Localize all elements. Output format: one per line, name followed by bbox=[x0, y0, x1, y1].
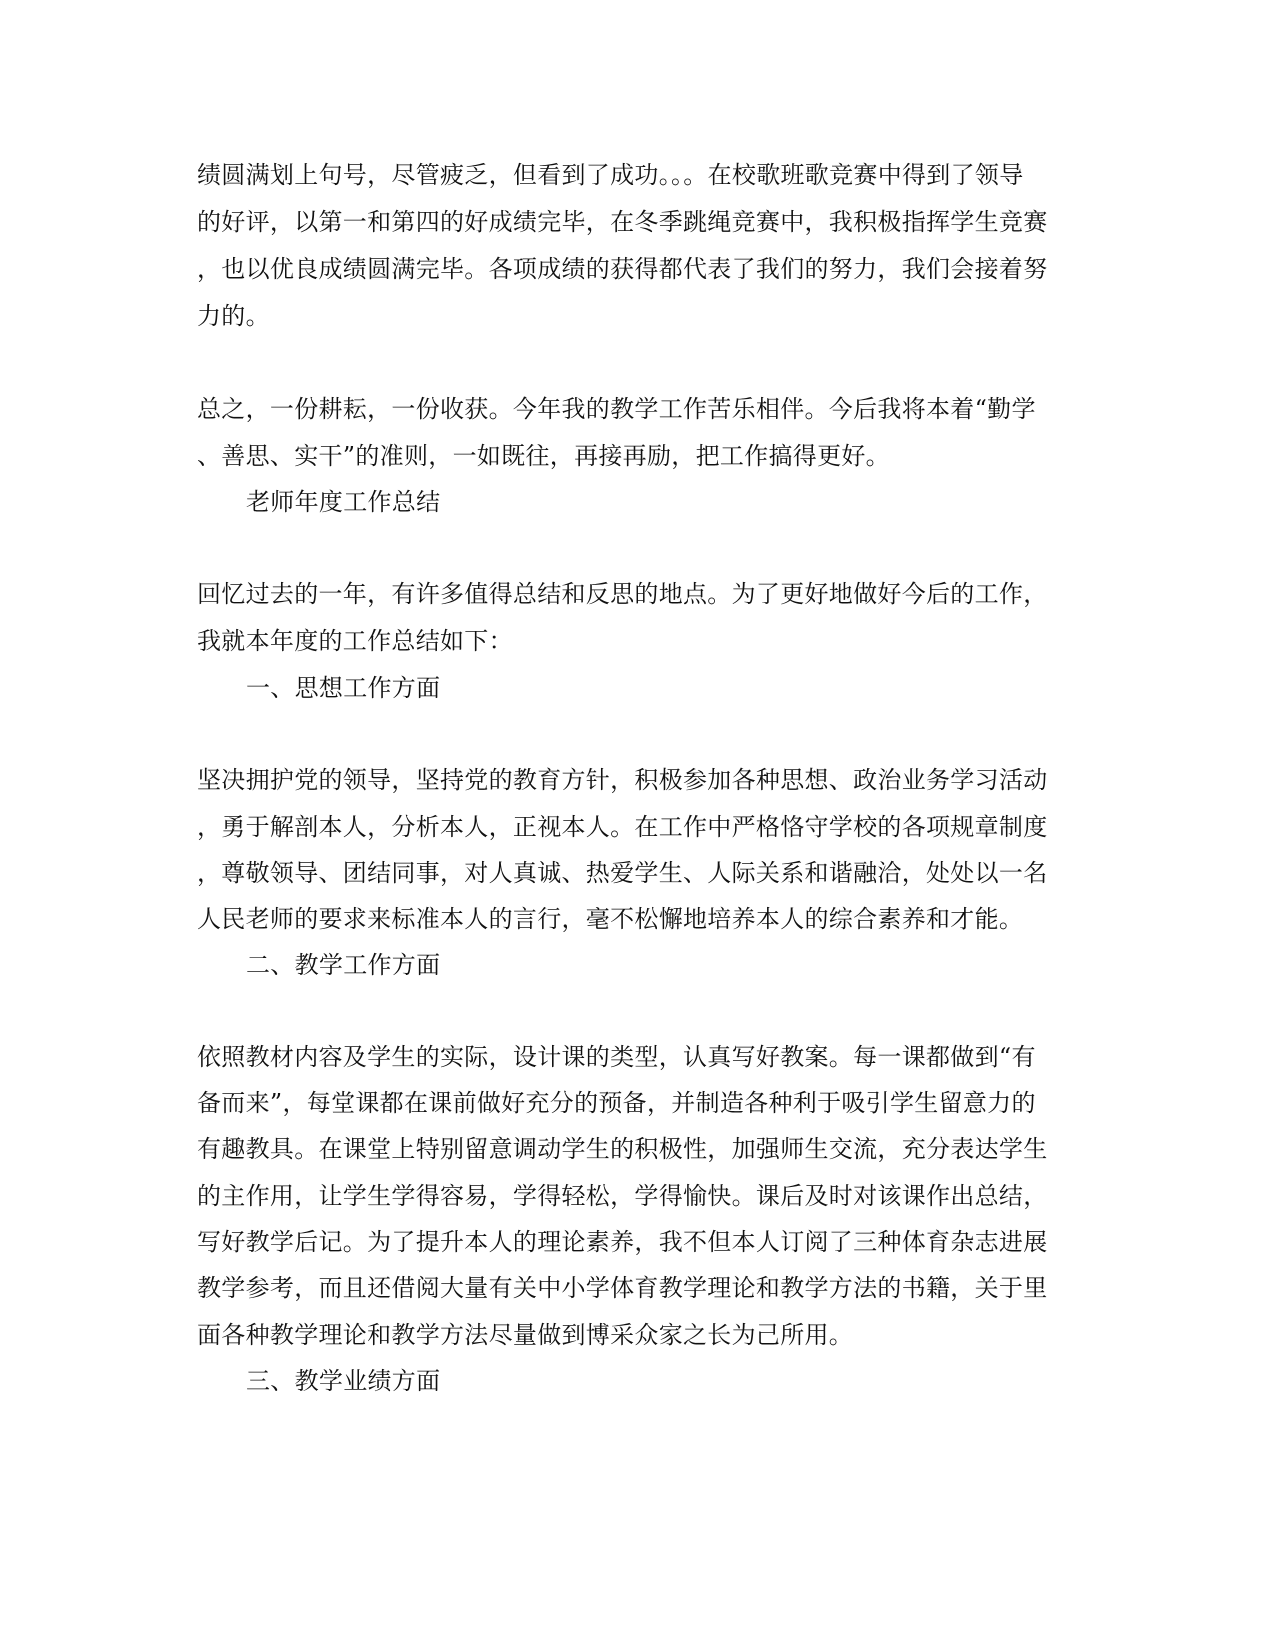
paragraph-3-line-2: 我就本年度的工作总结如下： bbox=[197, 627, 513, 655]
paragraph-4-line-2: ，勇于解剖本人，分析本人，正视本人。在工作中严格恪守学校的各项规章制度 bbox=[197, 813, 1048, 841]
paragraph-5-line-2: 备而来”，每堂课都在课前做好充分的预备，并制造各种利于吸引学生留意力的 bbox=[197, 1089, 1036, 1117]
paragraph-5-line-6: 教学参考，而且还借阅大量有关中小学体育教学理论和教学方法的书籍，关于里 bbox=[197, 1274, 1048, 1302]
paragraph-5-line-1: 依照教材内容及学生的实际，设计课的类型，认真写好教案。每一课都做到“有 bbox=[197, 1043, 1036, 1071]
paragraph-2-line-2: 、善思、实干”的准则，一如既往，再接再励，把工作搞得更好。 bbox=[197, 442, 890, 470]
section-heading-1: 一、思想工作方面 bbox=[246, 674, 441, 702]
paragraph-5-line-7: 面各种教学理论和教学方法尽量做到博采众家之长为己所用。 bbox=[197, 1321, 854, 1349]
paragraph-1-line-4: 力的。 bbox=[197, 302, 270, 330]
paragraph-4-line-1: 坚决拥护党的领导，坚持党的教育方针，积极参加各种思想、政治业务学习活动 bbox=[197, 766, 1048, 794]
paragraph-5-line-5: 写好教学后记。为了提升本人的理论素养，我不但本人订阅了三种体育杂志进展 bbox=[197, 1228, 1048, 1256]
paragraph-1-line-1: 绩圆满划上句号，尽管疲乏，但看到了成功。。。在校歌班歌竞赛中得到了领导 bbox=[197, 161, 1024, 189]
paragraph-1-line-2: 的好评，以第一和第四的好成绩完毕，在冬季跳绳竞赛中，我积极指挥学生竞赛 bbox=[197, 208, 1048, 236]
paragraph-5-line-3: 有趣教具。在课堂上特别留意调动学生的积极性，加强师生交流，充分表达学生 bbox=[197, 1135, 1048, 1163]
paragraph-3-line-1: 回忆过去的一年，有许多值得总结和反思的地点。为了更好地做好今后的工作， bbox=[197, 580, 1048, 608]
document-title: 老师年度工作总结 bbox=[246, 488, 441, 516]
paragraph-4-line-4: 人民老师的要求来标准本人的言行，毫不松懈地培养本人的综合素养和才能。 bbox=[197, 905, 1024, 933]
paragraph-2-line-1: 总之，一份耕耘，一份收获。今年我的教学工作苦乐相伴。今后我将本着“勤学 bbox=[197, 395, 1036, 423]
paragraph-5-line-4: 的主作用，让学生学得容易，学得轻松，学得愉快。课后及时对该课作出总结， bbox=[197, 1182, 1048, 1210]
section-heading-2: 二、教学工作方面 bbox=[246, 951, 441, 979]
paragraph-4-line-3: ，尊敬领导、团结同事，对人真诚、热爱学生、人际关系和谐融洽，处处以一名 bbox=[197, 859, 1048, 887]
paragraph-1-line-3: ，也以优良成绩圆满完毕。各项成绩的获得都代表了我们的努力，我们会接着努 bbox=[197, 255, 1048, 283]
section-heading-3: 三、教学业绩方面 bbox=[246, 1367, 441, 1395]
